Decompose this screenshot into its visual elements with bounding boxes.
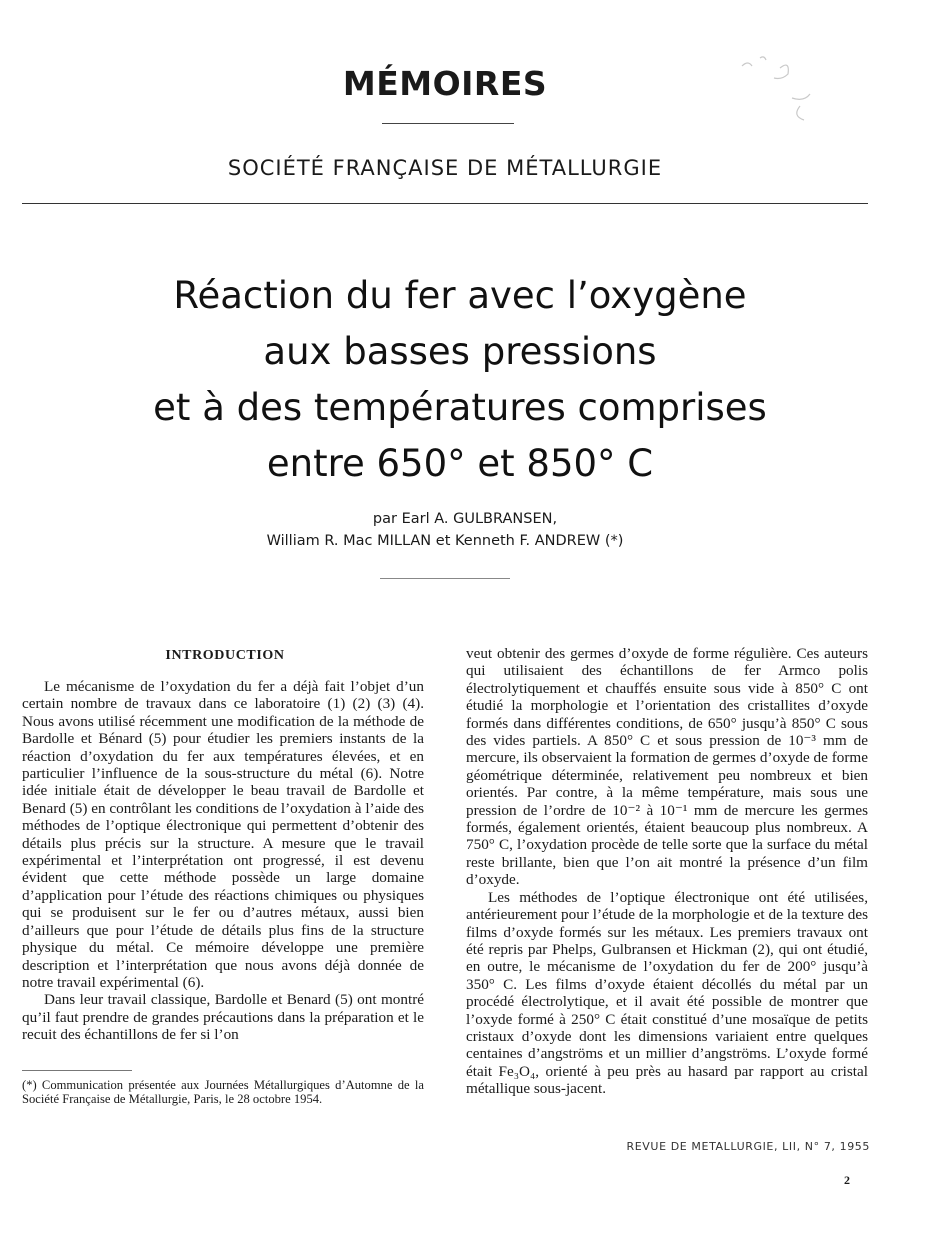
right-column	[466, 645, 868, 1098]
header-divider	[22, 203, 868, 204]
paragraph: Les méthodes de l’optique électronique ont été utilisées, antérieurement pour l’étude de la morphologie et de la texture des films d’oxyde formés sur les métaux. Les premiers travaux ont été repris par Phelps, Gulbransen et Hickman (2), qui ont étudié, en outre, le mécanisme de l’oxydation du fer de 200° jusqu’à 350° C. Les films d’oxyde étaient décollés du métal par un procédé électrolytique, et il avait été possible de montrer que l’oxyde formé à 250° C était constitué d’une mosaïque de petits cristaux d’oxyde dont les dimensions variaient entre quelques centaines d’angströms et un millier d’angströms. L’oxyde formé était Fe₃O₄, orienté à peu près au hasard par rapport au cristal métallique sous-jacent.	[466, 888, 868, 1098]
authors-divider	[380, 578, 510, 579]
paragraph: Le mécanisme de l’oxydation du fer a déjà fait l’objet d’un certain nombre de travaux dans ce laboratoire (1) (2) (3) (4). Nous avons utilisé récemment une modification de la méthode de Bardolle et Bénard (5) pour étudier les premiers instants de la réaction d’oxydation du fer aux températures élevées, et en particulier l’influence de la sous-structure du métal (6). Notre idée initiale était de développer le beau travail de Bardolle et Benard (5) en contrôlant les conditions de l’oxydation à l’aide des méthodes de l’optique électronique qui permettent d’obtenir des détails plus précis sur la structure. A mesure que le travail expérimental et l’interprétation ont progressé, il est devenu évident que cette méthode possède un large domaine d’application pour l’étude des réactions chimiques ou physiques qui se produisent sur le fer ou d’autres métaux, aussi bien d’ailleurs que pour l’étude de détails plus fins de la structure physique du métal. Ce mémoire développe une première description et l’interprétation que nous avons déjà donnée de notre travail expérimental (6).	[22, 678, 424, 991]
authors-line-1: par Earl A. GULBRANSEN,	[372, 511, 558, 527]
title-line: aux basses pressions	[263, 330, 657, 373]
title-line: entre 650° et 850° C	[266, 442, 654, 485]
pencil-annotation	[730, 48, 830, 128]
introduction-heading: INTRODUCTION	[165, 648, 285, 663]
left-column	[22, 678, 424, 1044]
page-number: 2	[844, 1173, 850, 1187]
footnote	[22, 1078, 424, 1106]
authors	[0, 508, 890, 552]
society-name: SOCIÉTÉ FRANÇAISE DE MÉTALLURGIE	[227, 156, 663, 180]
footnote-text: (*) Communication présentée aux Journées Métallurgiques d’Automne de la Société Française de Métallurgie, Paris, le 28 octobre 1954.	[22, 1078, 424, 1106]
title-line: Réaction du fer avec l’oxygène	[173, 274, 747, 317]
paragraph: Dans leur travail classique, Bardolle et Benard (5) ont montré qu’il faut prendre de grandes précautions dans la préparation et le recuit des échantillons de fer si l’on	[22, 991, 424, 1044]
title-line: et à des températures comprises	[153, 386, 767, 429]
title-divider	[382, 123, 514, 124]
footnote-divider	[22, 1070, 132, 1071]
article-title	[0, 268, 920, 492]
authors-line-2: William R. Mac MILLAN et Kenneth F. ANDREW (*)	[266, 533, 624, 549]
journal-reference: REVUE DE METALLURGIE, LII, N° 7, 1955	[626, 1140, 870, 1153]
section-title: MÉMOIRES	[342, 64, 548, 103]
paragraph: veut obtenir des germes d’oxyde de forme régulière. Ces auteurs qui utilisaient des échantillons de fer Armco polis électrolytiquement et chauffés ensuite sous vide à 850° C ont étudié la morphologie et l’orientation des cristallites d’oxyde formés dans différentes conditions, de 650° jusqu’à 850° C sous des vides partiels. A 850° C et sous pression de 10⁻³ mm de mercure, ils observaient la formation de germes d’oxyde de forme géométrique déterminée, relativement peu nombreux et bien orientés. Par contre, à la même température, mais sous une pression de l’ordre de 10⁻² à 10⁻¹ mm de mercure les germes formés, également orientés, étaient beaucoup plus nombreux. A 750° C, l’oxydation procède de telle sorte que la surface du métal reste brillante, bien que l’on ait montré la présence d’un film d’oxyde.	[466, 645, 868, 889]
